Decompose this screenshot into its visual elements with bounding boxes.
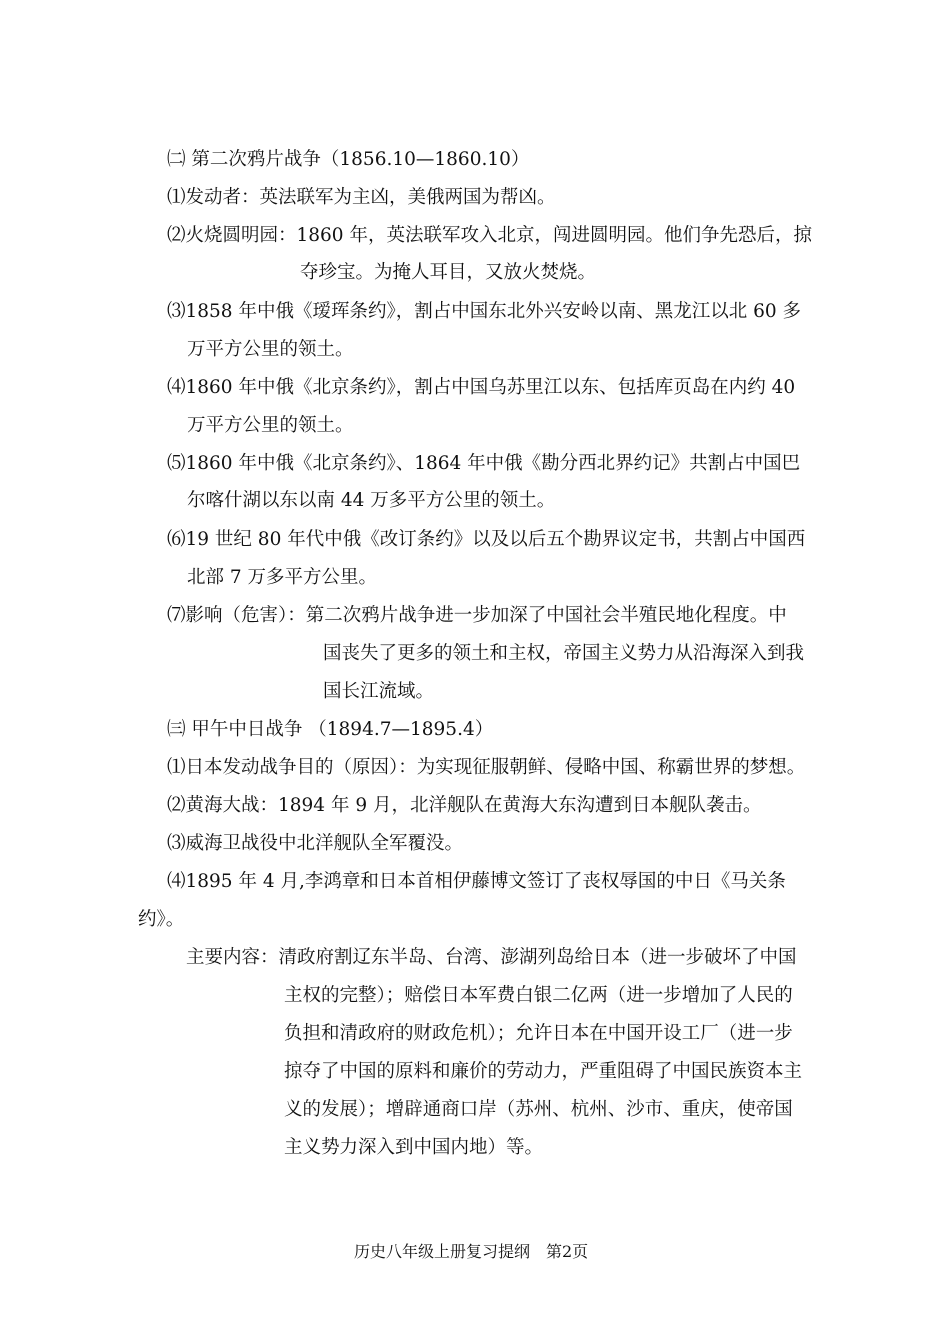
paragraph-line: ⑸1860 年中俄《北京条约》、1864 年中俄《勘分西北界约记》共割占中国巴: [167, 453, 801, 474]
paragraph-line: 约》。: [138, 909, 185, 930]
paragraph-line: 负担和清政府的财政危机）；允许日本在中国开设工厂（进一步: [284, 1023, 793, 1044]
page-footer: 历史八年级上册复习提纲 第2页: [354, 1242, 589, 1261]
paragraph-line: ⑺影响（危害）：第二次鸦片战争进一步加深了中国社会半殖民地化程度。中: [167, 605, 787, 626]
paragraph-line: ⑵黄海大战：1894 年 9 月，北洋舰队在黄海大东沟遭到日本舰队袭击。: [167, 795, 762, 816]
paragraph-line: ⑵火烧圆明园：1860 年，英法联军攻入北京，闯进圆明园。他们争先恐后，掠: [167, 225, 812, 246]
paragraph-line: 万平方公里的领土。: [187, 415, 354, 436]
paragraph-line: 北部 7 万多平方公里。: [187, 567, 378, 588]
paragraph-line: 主义势力深入到中国内地）等。: [284, 1137, 544, 1158]
paragraph-line: ⑴日本发动战争目的（原因）：为实现征服朝鲜、侵略中国、称霸世界的梦想。: [167, 757, 806, 778]
paragraph-line: 义的发展）；增辟通商口岸（苏州、杭州、沙市、重庆，使帝国: [284, 1099, 793, 1120]
paragraph-line: ⑶威海卫战役中北洋舰队全军覆没。: [167, 833, 464, 854]
paragraph-line: ⑷1895 年 4 月,李鸿章和日本首相伊藤博文签订了丧权辱国的中日《马关条: [167, 871, 786, 892]
paragraph-line: 主权的完整）；赔偿日本军费白银二亿两（进一步增加了人民的: [284, 985, 793, 1006]
section-heading-sino-japanese-war: ㈢ 甲午中日战争 （1894.7—1895.4）: [167, 719, 494, 740]
section-heading-second-opium-war: ㈡ 第二次鸦片战争（1856.10—1860.10）: [167, 149, 530, 170]
paragraph-line: ⑴发动者：英法联军为主凶，美俄两国为帮凶。: [167, 187, 556, 208]
paragraph-line: 万平方公里的领土。: [187, 339, 354, 360]
paragraph-line: 尔喀什湖以东以南 44 万多平方公里的领土。: [187, 490, 556, 511]
paragraph-line: 主要内容：清政府割辽东半岛、台湾、澎湖列岛给日本（进一步破坏了中国: [186, 947, 797, 968]
paragraph-line: ⑹19 世纪 80 年代中俄《改订条约》以及以后五个勘界议定书，共割占中国西: [167, 529, 806, 550]
paragraph-line: 国丧失了更多的领土和主权，帝国主义势力从沿海深入到我: [323, 643, 805, 664]
paragraph-line: 国长江流域。: [323, 681, 435, 702]
paragraph-line: 掠夺了中国的原料和廉价的劳动力，严重阻碍了中国民族资本主: [284, 1061, 803, 1082]
paragraph-line: 夺珍宝。为掩人耳目，又放火焚烧。: [300, 262, 597, 283]
paragraph-line: ⑷1860 年中俄《北京条约》，割占中国乌苏里江以东、包括库页岛在内约 40: [167, 377, 796, 398]
paragraph-line: ⑶1858 年中俄《瑷珲条约》，割占中国东北外兴安岭以南、黑龙江以北 60 多: [167, 301, 802, 322]
